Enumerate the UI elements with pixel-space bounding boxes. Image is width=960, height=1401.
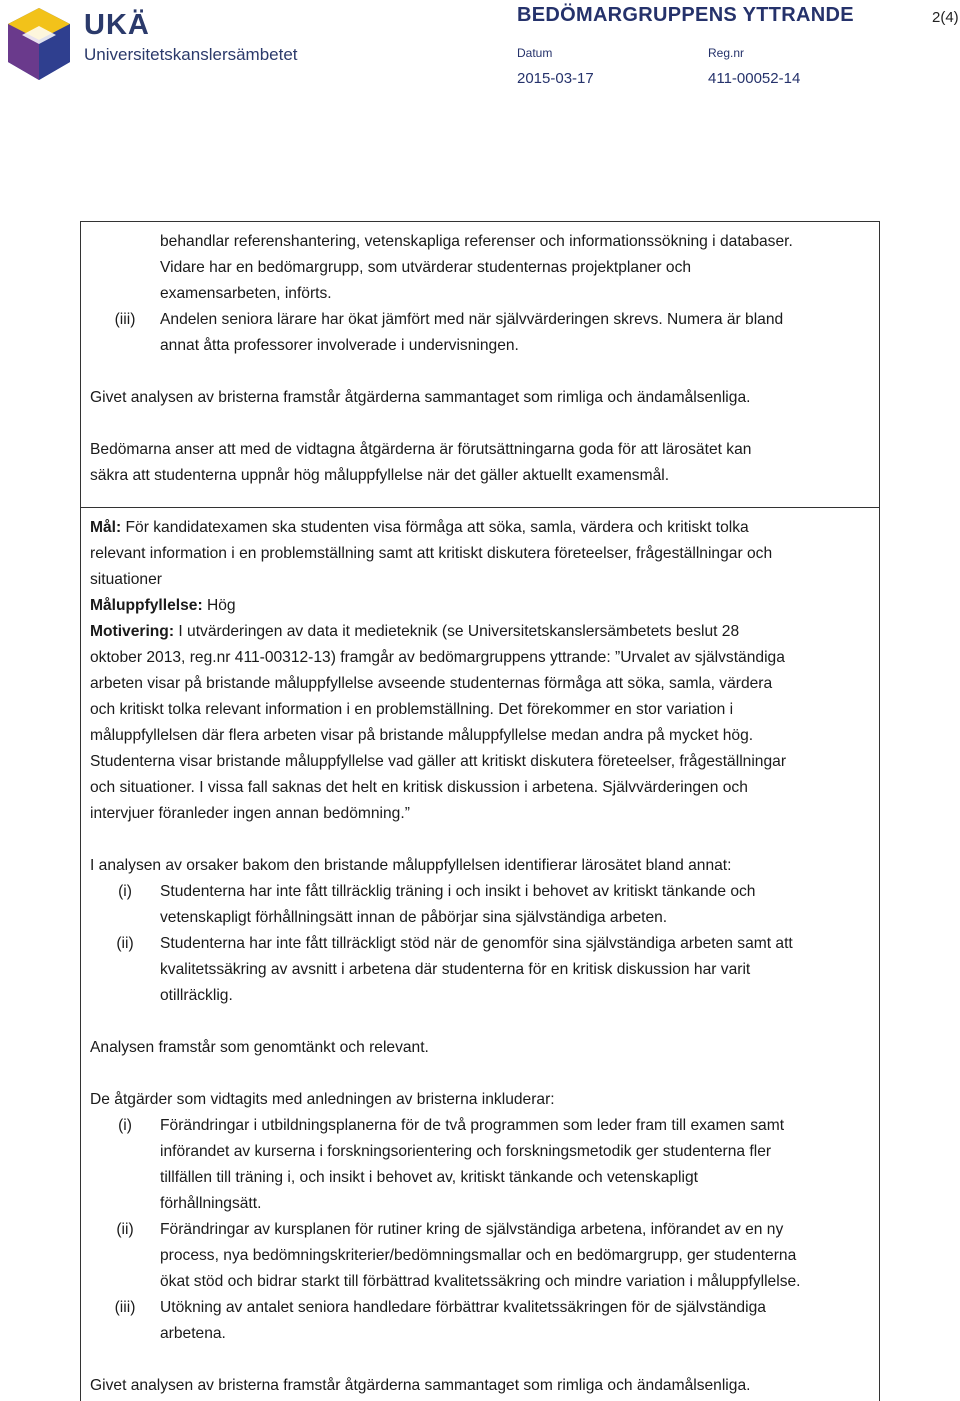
page-number: 2(4) bbox=[932, 9, 959, 26]
list-number: (ii) bbox=[116, 935, 134, 952]
brand-name: Universitetskanslersämbetet bbox=[84, 45, 298, 64]
final-conclusion: Givet analysen av bristerna framstår åtgärderna sammantaget som rimliga och ändamålsenliga. bbox=[90, 1377, 751, 1394]
list-item bbox=[90, 1295, 872, 1347]
list-number: (ii) bbox=[116, 1221, 134, 1238]
list-item bbox=[90, 307, 872, 359]
text-line: situationer bbox=[90, 571, 162, 588]
text-line: Utökning av antalet seniora handledare förbättrar kvalitetssäkringen för de självständiga bbox=[160, 1299, 766, 1316]
text-line: relevant information i en problemställning samt att kritiskt diskutera företeelser, frågeställningar och bbox=[90, 545, 773, 562]
text-line: Studenterna har inte fått tillräcklig träning i och insikt i behovet av kritiskt tänkande och bbox=[160, 883, 756, 900]
brand-abbreviation: UKÄ bbox=[84, 9, 150, 41]
conclusion-text: Givet analysen av bristerna framstår åtgärderna sammantaget som rimliga och ändamålsenliga. bbox=[90, 389, 751, 406]
uka-logo-icon bbox=[4, 6, 74, 82]
fulfillment-label: Måluppfyllelse: bbox=[90, 597, 203, 614]
text-line: arbeten visar på bristande måluppfyllelse avseende studenternas förmåga att söka, samla, värdera bbox=[90, 675, 773, 692]
section-1 bbox=[90, 229, 872, 489]
text-line: otillräcklig. bbox=[160, 987, 233, 1004]
fulfillment-text bbox=[90, 593, 872, 619]
assessment-text: Bedömarna anser att med de vidtagna åtgärderna är förutsättningarna goda för att lärosätet kan bbox=[90, 441, 752, 458]
list-item bbox=[90, 1217, 872, 1295]
document-title: BEDÖMARGRUPPENS YTTRANDE bbox=[517, 4, 854, 26]
fulfillment-value: Hög bbox=[202, 597, 236, 614]
causes-intro: I analysen av orsaker bakom den bristande måluppfyllelsen identifierar lärosätet bland annat: bbox=[90, 857, 732, 874]
list-text bbox=[160, 879, 872, 931]
goal-text bbox=[90, 515, 872, 541]
text-line: tillfällen till träning i, och insikt i behovet av, kritiskt tänkande och vetenskapligt bbox=[160, 1169, 698, 1186]
list-text bbox=[160, 1217, 872, 1295]
list-item bbox=[90, 1113, 872, 1217]
assessment-text: säkra att studenterna uppnår hög måluppfyllelse när det gäller aktuellt examensmål. bbox=[90, 467, 670, 484]
reg-value: 411-00052-14 bbox=[708, 70, 801, 87]
text-line: ökat stöd och bidrar starkt till förbättrad kvalitetssäkring och mindre variation i måluppfyllelse. bbox=[160, 1273, 801, 1290]
list-text bbox=[160, 931, 872, 1009]
reg-label: Reg.nr bbox=[708, 46, 745, 60]
date-value: 2015-03-17 bbox=[517, 70, 594, 87]
list-number: (iii) bbox=[114, 311, 136, 328]
list-text bbox=[160, 307, 872, 359]
text-line: vetenskapligt förhållningsätt innan de påbörjar sina självständiga arbeten. bbox=[160, 909, 668, 926]
text-line: Studenterna visar bristande måluppfyllelse vad gäller att kritiskt diskutera företeelser, frågeställningar bbox=[90, 753, 787, 770]
text-line: Studenterna har inte fått tillräckligt stöd när de genomför sina självständiga arbeten samt att bbox=[160, 935, 793, 952]
text-line: och kritiskt tolka relevant information i en problemställning. Det förekommer en stor variation i bbox=[90, 701, 734, 718]
motivation-label: Motivering: bbox=[90, 623, 175, 640]
text-line: arbetena. bbox=[160, 1325, 226, 1342]
text-line: behandlar referenshantering, vetenskapliga referenser och informationssökning i databaser. bbox=[160, 233, 793, 250]
text-line: införandet av kurserna i forskningsorientering och forskningsmetodik ger studenterna fler bbox=[160, 1143, 772, 1160]
text-line: Andelen seniora lärare har ökat jämfört med när självvärderingen skrevs. Numera är bland bbox=[160, 311, 784, 328]
text-line: process, nya bedömningskriterier/bedömningsmallar och en bedömargrupp, ger studenterna bbox=[160, 1247, 797, 1264]
measures-intro: De åtgärder som vidtagits med anledningen av bristerna inkluderar: bbox=[90, 1091, 555, 1108]
list-number: (i) bbox=[118, 1117, 132, 1134]
list-item-continuation bbox=[90, 229, 872, 307]
list-item bbox=[90, 931, 872, 1009]
section-2 bbox=[90, 515, 872, 1399]
list-item bbox=[90, 879, 872, 931]
text-line: och situationer. I vissa fall saknas det helt en kritisk diskussion i arbetena. Självvärderingen och bbox=[90, 779, 748, 796]
document-body bbox=[90, 229, 872, 1399]
list-number: (iii) bbox=[114, 1299, 136, 1316]
date-label: Datum bbox=[517, 46, 553, 60]
text-line: För kandidatexamen ska studenten visa förmåga att söka, samla, värdera och kritiskt tolka bbox=[121, 519, 749, 536]
analysis-verdict: Analysen framstår som genomtänkt och relevant. bbox=[90, 1039, 429, 1056]
text-line: måluppfyllelsen där flera arbeten visar på bristande måluppfyllelse medan andra på mycket hög. bbox=[90, 727, 754, 744]
text-line: annat åtta professorer involverade i undervisningen. bbox=[160, 337, 519, 354]
list-text bbox=[160, 1113, 872, 1217]
text-line: Förändringar av kursplanen för rutiner kring de självständiga arbetena, införandet av en ny bbox=[160, 1221, 784, 1238]
goal-label: Mål: bbox=[90, 519, 122, 536]
text-line: I utvärderingen av data it medieteknik (se Universitetskanslersämbetets beslut 28 bbox=[174, 623, 740, 640]
text-line: Förändringar i utbildningsplanerna för de två programmen som leder fram till examen samt bbox=[160, 1117, 785, 1134]
list-text bbox=[160, 1295, 872, 1347]
motivation-text bbox=[90, 619, 872, 645]
text-line: oktober 2013, reg.nr 411-00312-13) framgår av bedömargruppens yttrande: ”Urvalet av självständiga bbox=[90, 649, 785, 666]
text-line: examensarbeten, införts. bbox=[160, 285, 332, 302]
text-line: intervjuer föranleder ingen annan bedömning.” bbox=[90, 805, 410, 822]
text-line: kvalitetssäkring av avsnitt i arbetena där studenterna för en kritisk diskussion har varit bbox=[160, 961, 751, 978]
list-number: (i) bbox=[118, 883, 132, 900]
text-line: Vidare har en bedömargrupp, som utvärderar studenternas projektplaner och bbox=[160, 259, 692, 276]
text-line: förhållningsätt. bbox=[160, 1195, 262, 1212]
